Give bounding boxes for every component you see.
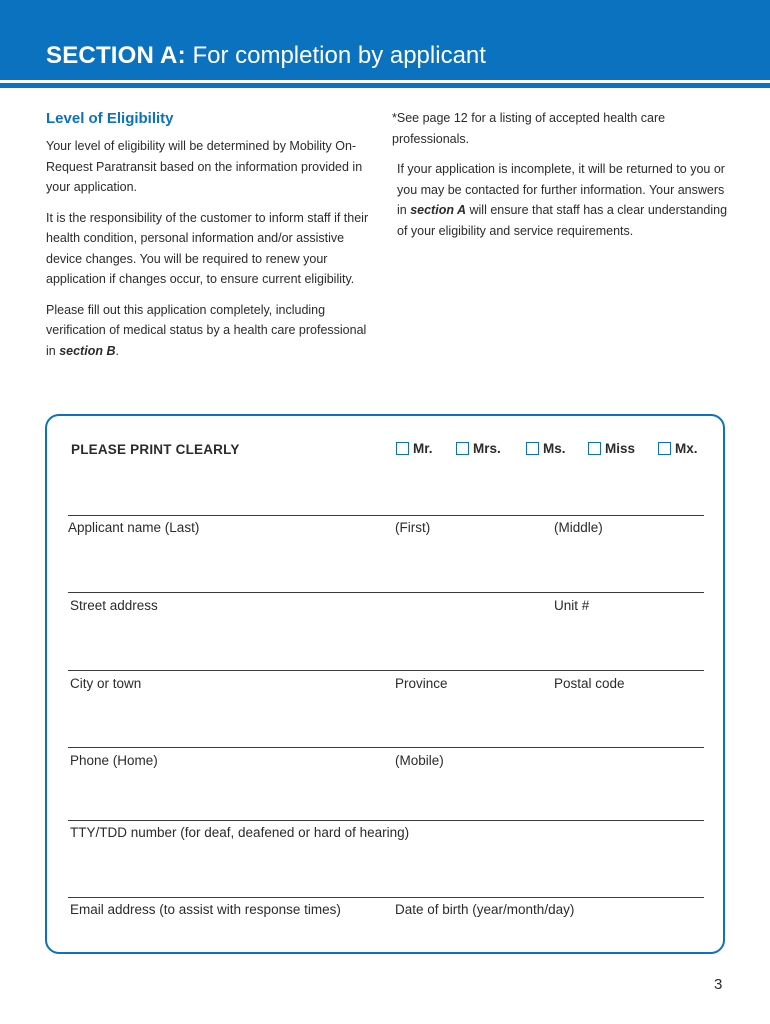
street-field-line[interactable] bbox=[68, 592, 704, 593]
title-label-mrs: Mrs. bbox=[473, 441, 501, 456]
p3-text: Please fill out this application completely, including verification of medical status by a health care professional in bbox=[46, 302, 367, 358]
incomplete-emphasis: section A bbox=[410, 203, 467, 217]
eligibility-heading: Level of Eligibility bbox=[46, 110, 174, 127]
tty-field-line[interactable] bbox=[68, 820, 704, 821]
page-number: 3 bbox=[714, 976, 723, 993]
phone-field-line[interactable] bbox=[68, 747, 704, 748]
city-label: City or town bbox=[70, 676, 142, 691]
eligibility-paragraph-3 bbox=[46, 300, 376, 362]
title-option-miss[interactable] bbox=[588, 441, 635, 456]
left-column bbox=[46, 108, 376, 371]
last-name-label: Applicant name (Last) bbox=[68, 520, 200, 535]
first-name-label: (First) bbox=[395, 520, 431, 535]
p3-emphasis: section B bbox=[59, 343, 116, 358]
checkbox-mr[interactable] bbox=[396, 442, 409, 455]
incomplete-paragraph bbox=[392, 159, 737, 241]
checkbox-miss[interactable] bbox=[588, 442, 601, 455]
incomplete-text: If your application is incomplete, it will be returned to you or you may be contacted for further information. Your answers in bbox=[397, 162, 725, 217]
title-option-mx[interactable] bbox=[658, 441, 698, 456]
title-option-ms[interactable] bbox=[526, 441, 566, 456]
middle-name-label: (Middle) bbox=[554, 520, 603, 535]
title-option-mr[interactable] bbox=[396, 441, 433, 456]
section-title-text: For completion by applicant bbox=[185, 42, 486, 69]
print-clearly-label: PLEASE PRINT CLEARLY bbox=[71, 442, 240, 457]
incomplete-end: will ensure that staff has a clear understanding of your eligibility and service requirements. bbox=[397, 203, 728, 238]
section-title bbox=[46, 41, 486, 71]
street-address-label: Street address bbox=[70, 598, 158, 613]
date-of-birth-label: Date of birth (year/month/day) bbox=[395, 902, 575, 917]
email-field-line[interactable] bbox=[68, 897, 704, 898]
title-label-mx: Mx. bbox=[675, 441, 698, 456]
section-banner bbox=[0, 0, 770, 80]
email-label: Email address (to assist with response times) bbox=[70, 902, 341, 917]
banner-underline bbox=[0, 80, 770, 88]
checkbox-ms[interactable] bbox=[526, 442, 539, 455]
city-field-line[interactable] bbox=[68, 670, 704, 671]
title-label-ms: Ms. bbox=[543, 441, 566, 456]
title-option-mrs[interactable] bbox=[456, 441, 501, 456]
eligibility-paragraph-1: Your level of eligibility will be determined by Mobility On-Request Paratransit based on the information provided in your application. bbox=[46, 139, 363, 194]
province-label: Province bbox=[395, 676, 448, 691]
name-field-line[interactable] bbox=[68, 515, 704, 516]
phone-home-label: Phone (Home) bbox=[70, 753, 158, 768]
title-label-miss: Miss bbox=[605, 441, 636, 456]
right-column bbox=[392, 108, 737, 251]
eligibility-paragraph-2: It is the responsibility of the customer to inform staff if their health condition, personal information and/or assistive device changes. You will be required to renew your application if changes occur, to ensure current eligibility. bbox=[46, 210, 369, 286]
phone-mobile-label: (Mobile) bbox=[395, 753, 444, 768]
professionals-note: *See page 12 for a listing of accepted health care professionals. bbox=[392, 111, 666, 146]
checkbox-mrs[interactable] bbox=[456, 442, 469, 455]
checkbox-mx[interactable] bbox=[658, 442, 671, 455]
unit-label: Unit # bbox=[554, 598, 590, 613]
p3-end: . bbox=[115, 343, 119, 358]
postal-code-label: Postal code bbox=[554, 676, 625, 691]
title-label-mr: Mr. bbox=[413, 441, 433, 456]
tty-label: TTY/TDD number (for deaf, deafened or hard of hearing) bbox=[70, 825, 410, 840]
section-label: SECTION A: bbox=[46, 42, 186, 69]
